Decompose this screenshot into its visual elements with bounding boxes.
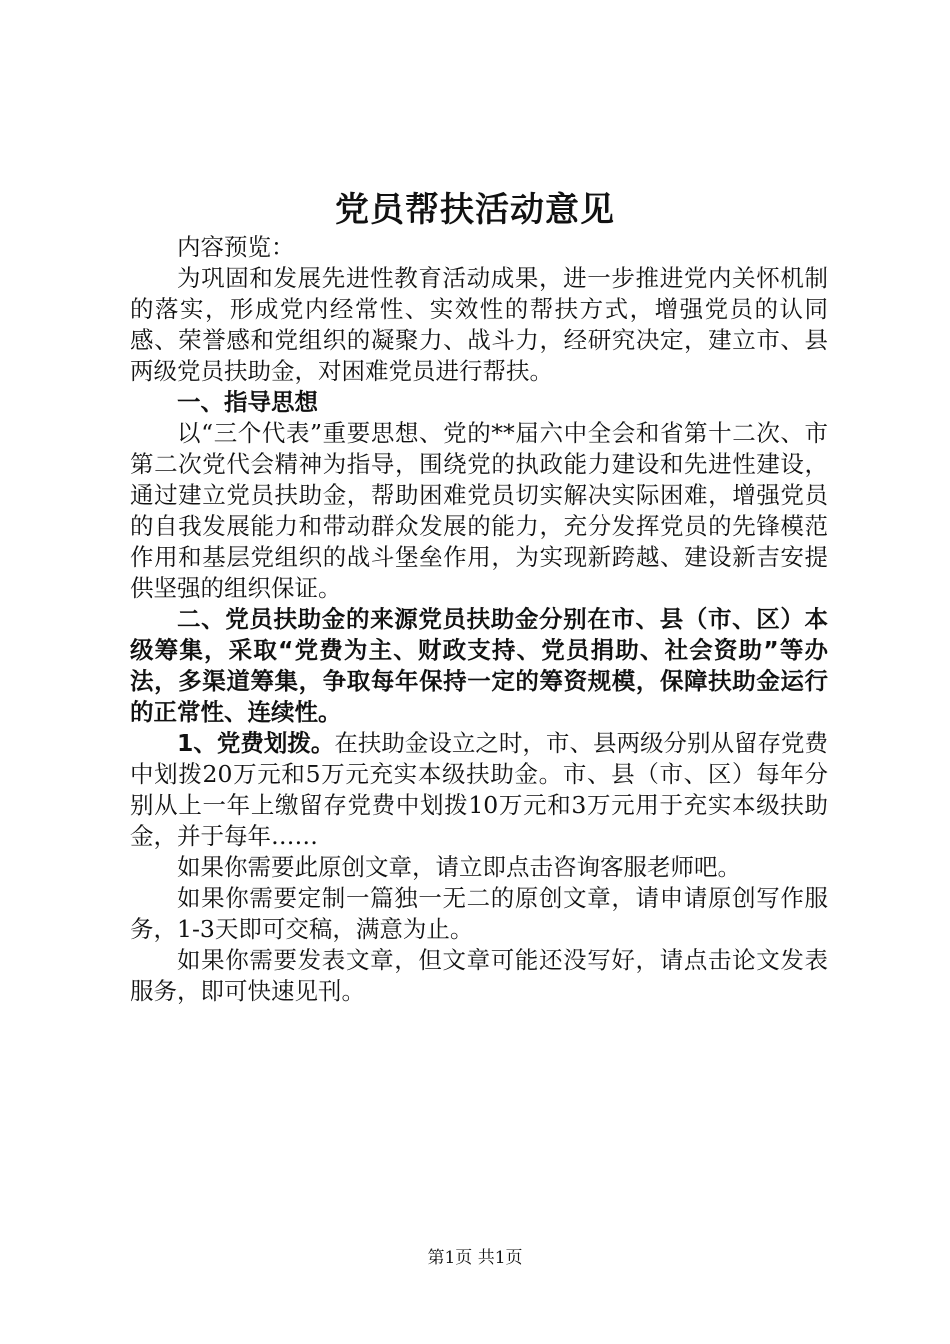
paragraph-party-fee-allocation: [130, 728, 828, 852]
paragraph-lead: 1、党费划拨。: [177, 729, 335, 757]
paragraph-rest: 在扶助金设立之时，市、县两级分别从留存党费中划拨20万元和5万元充实本级扶助金。市、县（市、区）每年分别从上一年上缴留存党费中划拨10万元和3万元用于充实本级扶助金，并于每年……: [130, 729, 828, 850]
paragraph-preview-label: 内容预览：: [177, 233, 295, 261]
document-body: [130, 232, 828, 1007]
paragraph-closing-consult: 如果你需要此原创文章，请立即点击咨询客服老师吧。: [177, 853, 741, 881]
paragraph-intro: 为巩固和发展先进性教育活动成果，进一步推进党内关怀机制的落实，形成党内经常性、实效性的帮扶方式，增强党员的认同感、荣誉感和党组织的凝聚力、战斗力，经研究决定，建立市、县两级党员扶助金，对困难党员进行帮扶。: [130, 264, 828, 385]
paragraph-fund-source: 二、党员扶助金的来源党员扶助金分别在市、县（市、区）本级筹集，采取“党费为主、财政支持、党员捐助、社会资助”等办法，多渠道筹集，争取每年保持一定的筹资规模，保障扶助金运行的正常性、连续性。: [130, 605, 828, 726]
page-footer: 第1页 共1页: [427, 1248, 523, 1268]
paragraph-closing-custom: 如果你需要定制一篇独一无二的原创文章，请申请原创写作服务，1-3天即可交稿，满意为止。: [130, 884, 828, 943]
paragraph-guiding-thought: 以“三个代表”重要思想、党的**届六中全会和省第十二次、市第二次党代会精神为指导，围绕党的执政能力建设和先进性建设，通过建立党员扶助金，帮助困难党员切实解决实际困难，增强党员的自我发展能力和带动群众发展的能力，充分发挥党员的先锋模范作用和基层党组织的战斗堡垒作用，为实现新跨越、建设新吉安提供坚强的组织保证。: [130, 419, 828, 602]
document-title: 党员帮扶活动意见: [335, 190, 615, 230]
paragraph-closing-publish: 如果你需要发表文章，但文章可能还没写好，请点击论文发表服务，即可快速见刊。: [130, 946, 828, 1005]
heading-guiding-thought: 一、指导思想: [177, 388, 318, 416]
